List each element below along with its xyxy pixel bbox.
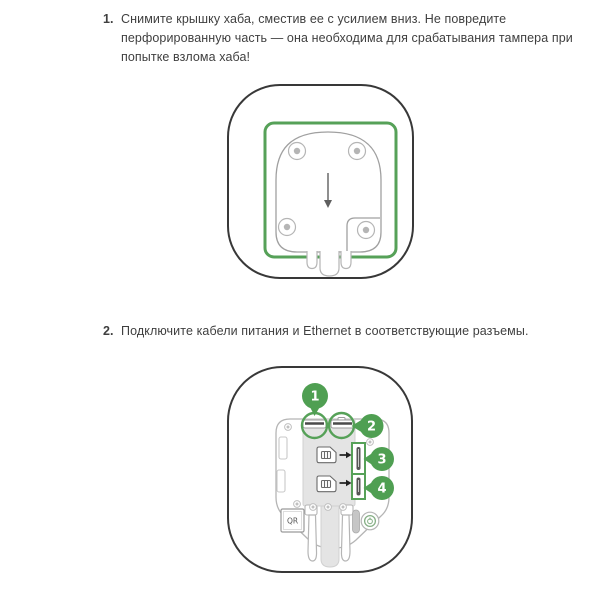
screw-hole <box>279 219 296 236</box>
power-cable <box>308 515 317 561</box>
screw <box>340 504 347 511</box>
qr-label: QR <box>286 516 299 526</box>
screw <box>325 504 332 511</box>
screw <box>367 439 374 446</box>
figure-1-hub-rear-cover <box>228 85 413 278</box>
side-slot <box>277 470 285 492</box>
badge-1-label: 1 <box>310 389 320 405</box>
screw <box>310 504 317 511</box>
power-button <box>361 512 379 530</box>
step-1-line-2: перфорированную часть — она необходима для срабатывания тампера при <box>121 31 573 45</box>
ethernet-cable <box>341 515 350 561</box>
cable-channel <box>320 251 339 276</box>
screw-hole <box>289 143 306 160</box>
sim-card-icon <box>317 476 336 492</box>
screw <box>285 424 292 431</box>
screw-hole <box>349 143 366 160</box>
step-1-line-3: попытке взлома хаба! <box>121 50 251 64</box>
badge-4-label: 4 <box>377 481 387 497</box>
step-2-number: 2. <box>103 324 114 338</box>
badge-3-label: 3 <box>377 452 387 468</box>
power-socket <box>303 420 326 428</box>
bracket-hole <box>353 510 360 533</box>
step-1-line-1: Снимите крышку хаба, сместив ее с усилием вниз. Не повредите <box>121 12 507 26</box>
step-2-line-1: Подключите кабели питания и Ethernet в соответствующие разъемы. <box>121 324 529 338</box>
cable-channel <box>307 251 317 269</box>
cable-channel <box>341 251 351 269</box>
figure-2-hub-connectors <box>228 367 412 572</box>
step-1-number: 1. <box>103 12 114 26</box>
screw <box>294 501 301 508</box>
sim-card-icon <box>317 447 336 463</box>
screw-hole <box>358 222 375 239</box>
qr-sticker <box>281 509 304 532</box>
badge-2-label: 2 <box>366 419 377 435</box>
side-slot <box>279 437 287 459</box>
sim-slot-1 <box>352 443 365 474</box>
sim-slot-2 <box>352 474 365 499</box>
cable-tongue <box>321 506 339 567</box>
